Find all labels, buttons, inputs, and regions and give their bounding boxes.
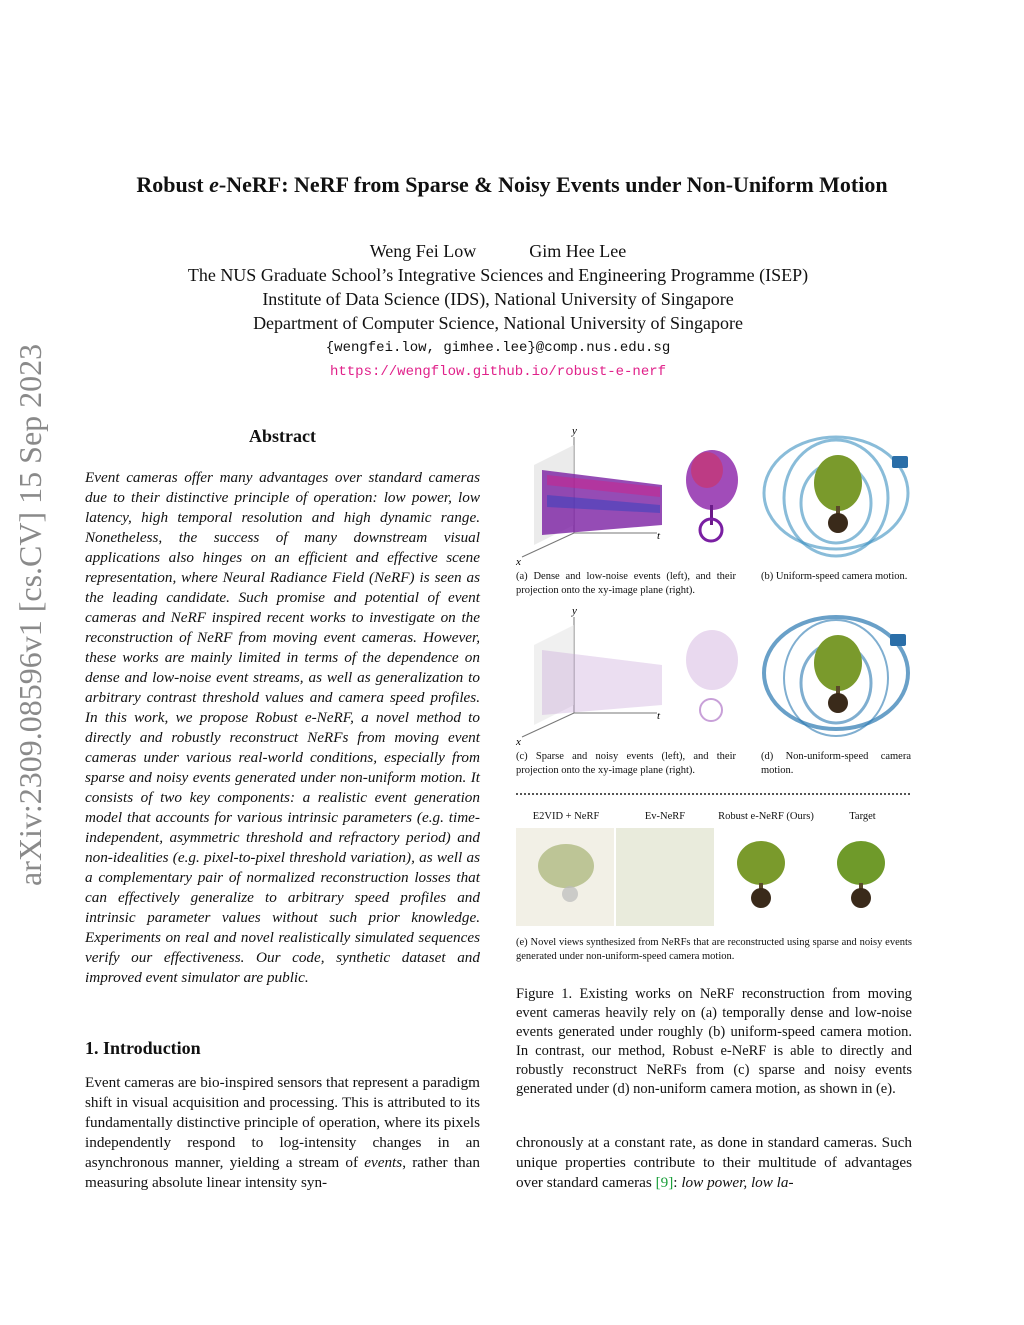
affiliation-1: The NUS Graduate School’s Integrative Sciences and Engineering Programme (ISEP) — [187, 265, 809, 285]
view-e2vid — [538, 844, 594, 888]
view-ours — [737, 841, 785, 908]
authors — [0, 241, 996, 262]
axis-t-label-c: t — [657, 710, 661, 722]
abstract-text: Event cameras offer many advantages over standard cameras due to their distinctive principle of operation: low power, low latency, high temporal resolution and high dynamic range. Nonetheless, the success of many downstream visual applications also hinges on an efficient and effective scene representation, where Neural Radiance Field (NeRF) is seen as the leading candidate. Such promise and potential of event cameras and NeRF inspired recent works to investigate on the reconstruction of NeRF from moving event cameras. However, these works are mainly limited in terms of the dependence on dense and low-noise event streams, as well as generalization to arbitrary contrast threshold values and camera speed profiles. In this work, we propose Robust e-NeRF, a novel method to directly and robustly reconstruct NeRFs from moving event cameras under various real-world conditions, especially from sparse and noisy events generated under non-uniform motion. It consists of two key components: a realistic event generation model that accounts for various intrinsic parameters (e.g. time-independent, asymmetric threshold and refractory period) and non-idealities (e.g. pixel-to-pixel threshold variation), as well as a complementary pair of normalized reconstruction losses that can effectively generalize to arbitrary speed profiles and intrinsic parameter values without such prior knowledge. Experiments on real and novel realistically simulated sequences verify our effectiveness. Our code, synthetic dataset and improved event simulator are public. — [85, 469, 480, 986]
label-target: Target — [849, 811, 876, 822]
plant-projection-sparse — [686, 630, 738, 721]
figure-1b-uniform-orbit — [758, 428, 918, 563]
axis-y-label: y — [572, 425, 577, 437]
affiliation-2: Institute of Data Science (IDS), National University of Singapore — [262, 289, 734, 309]
paper-title: Robust e-NeRF: NeRF from Sparse & Noisy Events under Non-Uniform Motion — [136, 172, 888, 197]
author-2: Gim Hee Lee — [529, 241, 627, 261]
abstract-heading: Abstract — [249, 426, 316, 446]
section-heading-introduction: 1. Introduction — [85, 1038, 201, 1058]
label-ev-nerf: Ev-NeRF — [644, 811, 686, 822]
camera-icon — [890, 634, 906, 646]
intro-paragraph-continued: chronously at a constant rate, as done in standard cameras. Such unique properties contribute to their multitude of advantages over standard cameras [9]: low power, low la- — [516, 1134, 912, 1191]
figure-1c-events-sparse — [512, 605, 752, 750]
view-target — [837, 841, 885, 908]
figure-1-caption: Figure 1. Existing works on NeRF reconstruction from moving event cameras heavily rely on (a) temporally dense and low-noise events generated under roughly (b) uniform-speed camera motion. In contrast, our method, Robust e-NeRF is able to directly and robustly reconstruct NeRFs from (c) sparse and noisy events generated under (d) non-uniform camera motion, as shown in (e). — [516, 986, 912, 1097]
affiliation-3: Department of Computer Science, National University of Singapore — [253, 313, 743, 333]
figure-1a-events-dense — [512, 425, 752, 570]
camera-icon — [892, 456, 908, 468]
axis-x-label-c: x — [516, 736, 521, 748]
email: {wengfei.low, gimhee.lee}@comp.nus.edu.sg — [325, 340, 671, 356]
axis-x-label: x — [516, 556, 521, 568]
citation-9[interactable]: [9] — [655, 1174, 674, 1191]
arxiv-sidebar: arXiv:2309.08596v1 [cs.CV] 15 Sep 2023 — [12, 343, 48, 886]
plant-projection-dense — [686, 450, 738, 541]
project-url[interactable]: https://wengflow.github.io/robust-e-nerf — [329, 364, 667, 380]
view-ev-nerf — [616, 828, 714, 926]
author-1: Weng Fei Low — [369, 241, 477, 261]
figure-divider — [516, 793, 910, 795]
axis-y-label-c: y — [572, 605, 577, 617]
caption-1a: (a) Dense and low-noise events (left), and their projection onto the xy-image plane (right). — [516, 571, 736, 596]
intro-paragraph: Event cameras are bio-inspired sensors that represent a paradigm shift in visual acquisition and processing. This is attributed to its fundamentally distinctive principle of operation, where its pixels independently respond to log-intensity changes in an asynchronous manner, yielding a stream of events, rather than measuring absolute linear intensity syn- — [85, 1074, 480, 1191]
label-ours: Robust e-NeRF (Ours) — [718, 811, 814, 822]
figure-1e-novel-views — [516, 828, 912, 926]
caption-1b: (b) Uniform-speed camera motion. — [761, 571, 908, 582]
label-e2vid: E2VID + NeRF — [532, 811, 600, 822]
axis-t-label: t — [657, 530, 661, 542]
figure-1d-nonuniform-orbit — [758, 608, 918, 743]
caption-1e: (e) Novel views synthesized from NeRFs that are reconstructed using sparse and noisy events generated under non-uniform-speed camera motion. — [516, 937, 912, 962]
caption-1d: (d) Non-uniform-speed camera motion. — [761, 751, 911, 776]
caption-1c: (c) Sparse and noisy events (left), and their projection onto the xy-image plane (right). — [516, 751, 736, 776]
